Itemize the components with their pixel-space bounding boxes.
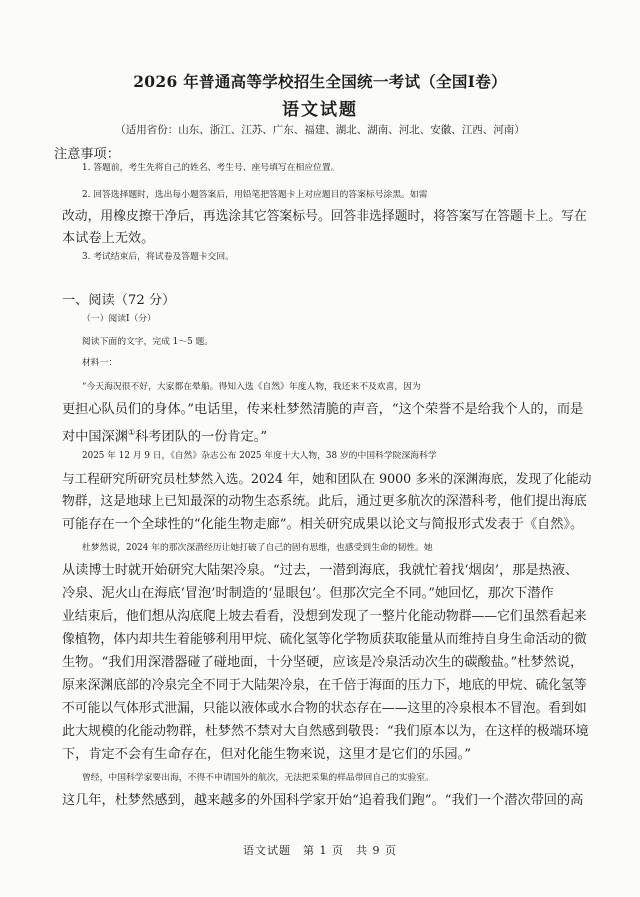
body-line: 这几年，杜梦然感到，越来越多的外国科学家开始“追着我们跑”。“我们一个潜次带回的高 — [62, 793, 584, 808]
body-line: 业结束后，他们想从沟底爬上坡去看看，没想到发现了一整片化能动物群——它们虽然看起来 — [62, 609, 587, 624]
body-line: “今天海况很不好，大家都在晕船。得知入选《自然》年度人物，我还来不及欢喜，因为 — [82, 382, 421, 392]
body-text: 对中国深渊 — [62, 429, 128, 445]
body-line: 杜梦然说，2024 年的那次深潜经历让她打破了自己的固有思维，也感受到生命的韧性。她 — [82, 543, 433, 553]
notice-item-2-line-1: 2. 回答选择题时，选出每小题答案后，用铅笔把答题卡上对应题目的答案标号涂黑。如需 — [82, 190, 428, 200]
body-line: 下，肯定不会有生命存在，但对化能生物来说，这里才是它们的乐园。” — [62, 747, 471, 762]
footnote-marker: ① — [127, 428, 136, 437]
body-line: 像植物，体内却共生着能够利用甲烷、硫化氢等化学物质获取能量从而维持自身生命活动的微 — [62, 632, 587, 647]
body-line: 冷泉、泥火山在海底‘冒泡’时制造的‘显眼包’。但那次完全不同。”她回忆，那次下潜作 — [62, 586, 554, 601]
applicable-provinces: （适用省份：山东、浙江、江苏、广东、福建、湖北、湖南、河北、安徽、江西、河南） — [115, 124, 525, 136]
notice-item-1: 1. 答题前，考生先将自己的姓名、考生号、座号填写在相应位置。 — [82, 163, 340, 173]
body-line: 更担心队员们的身体。”电话里，传来杜梦然清脆的声音，“这个荣誉不是给我个人的，而是 — [62, 402, 584, 417]
exam-subtitle: 语文试题 — [282, 100, 358, 120]
material-label: 材料一： — [82, 358, 118, 368]
body-line: 曾经，中国科学家要出海，不得不申请国外的航次，无法把采集的样品带回自己的实验室。 — [82, 773, 434, 783]
subsection-heading: （一）阅读Ⅰ（分） — [82, 314, 156, 324]
section-heading: 一、阅读（72 分） — [62, 293, 176, 308]
reading-instruction: 阅读下面的文字，完成 1～5 题。 — [82, 337, 214, 347]
body-line: 物群，这是地球上已知最深的动物生态系统。此后，通过更多航次的深潜科考，他们提出海底 — [62, 494, 587, 509]
body-line: 生物。“我们用深潜器碰了碰地面，十分坚硬，应该是冷泉活动次生的碳酸盐。”杜梦然说， — [62, 655, 584, 670]
notice-heading: 注意事项： — [54, 147, 120, 162]
body-line: 此大规模的化能动物群，杜梦然不禁对大自然感到敬畏：“我们原本以为，在这样的极端环境 — [62, 724, 589, 739]
notice-item-2-line-2: 改动，用橡皮擦干净后，再选涂其它答案标号。回答非选择题时，将答案写在答题卡上。写在 — [62, 209, 587, 224]
body-line: 原来深渊底部的冷泉完全不同于大陆架冷泉，在千倍于海面的压力下，地底的甲烷、硫化氢等 — [62, 678, 587, 693]
body-line: 不可能以气体形式泄漏，只能以液体或水合物的状态存在——这里的冷泉根本不冒泡。看到如 — [62, 701, 587, 716]
body-line: 从读博士时就开始研究大陆架冷泉。“过去，一潜到海底，我就忙着找‘烟囱’，那是热液、 — [62, 563, 579, 578]
notice-item-3: 3. 考试结束后，将试卷及答题卡交回。 — [82, 252, 234, 262]
page-footer: 语文试题 第 1 页 共 9 页 — [243, 844, 397, 857]
body-line: 2025 年 12 月 9 日，《自然》杂志公布 2025 年度十大人物，38 岁的中国科学院深海科学 — [82, 451, 437, 461]
notice-item-2-line-3: 本试卷上无效。 — [62, 231, 155, 246]
body-line: 与工程研究所研究员杜梦然入选。2024 年，她和团队在 9000 多米的深渊海底，发现了化能动 — [62, 471, 592, 486]
body-line: 可能存在一个全球性的“化能生物走廊”。相关研究成果以论文与简报形式发表于《自然》。 — [62, 517, 584, 532]
exam-title: 2026 年普通高等学校招生全国统一考试（全国Ⅰ卷） — [133, 72, 507, 91]
body-text: 科考团队的一份肯定。” — [135, 429, 268, 445]
